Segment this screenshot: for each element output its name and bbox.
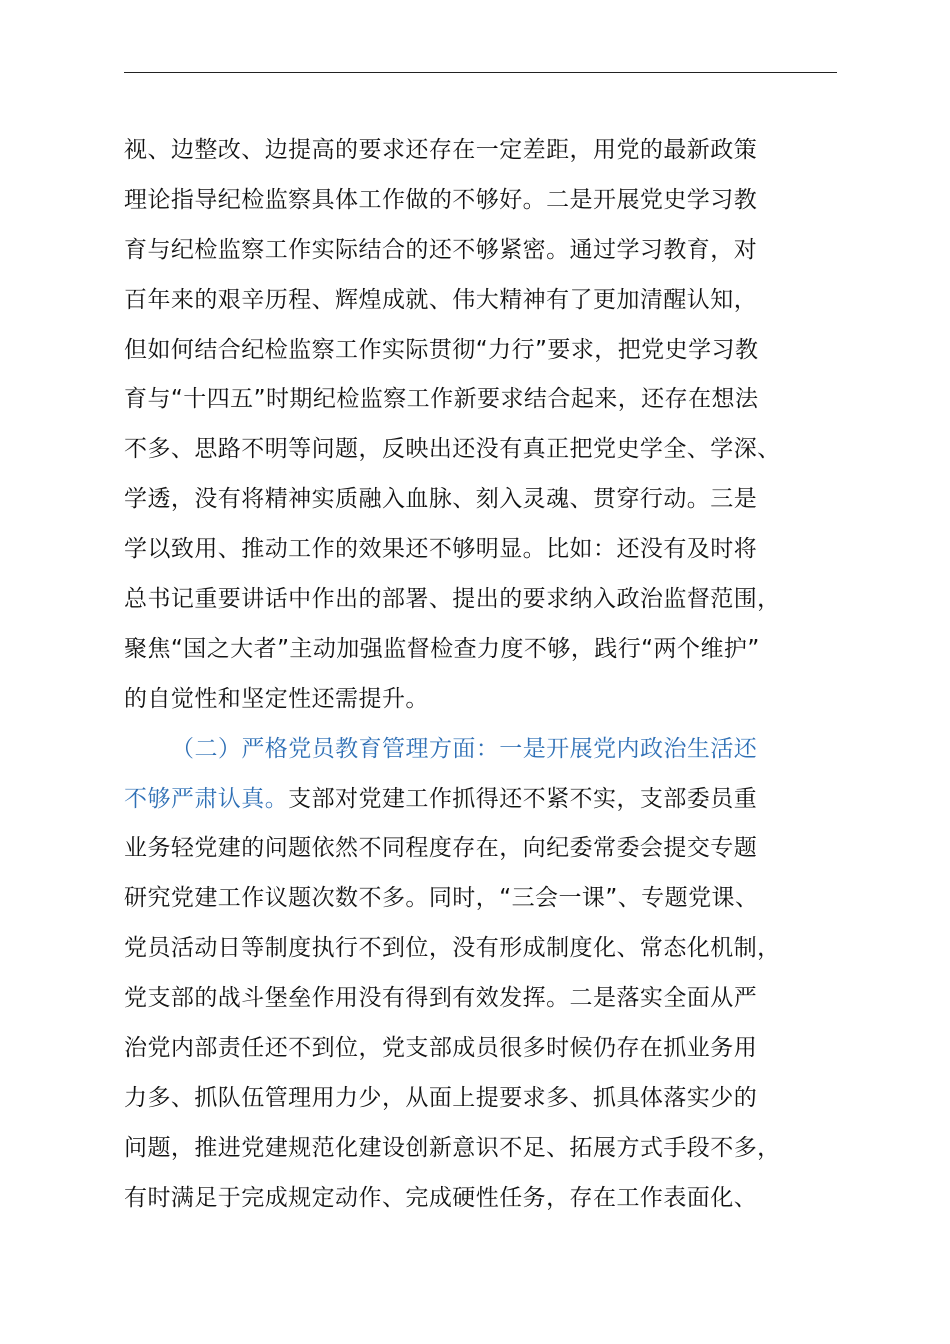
text-line: 学以致用、推动工作的效果还不够明显。比如：还没有及时将 (124, 536, 758, 563)
text-line: 的自觉性和坚定性还需提升。 (124, 685, 429, 712)
section-heading-continued: 不够严肃认真。 (124, 785, 289, 812)
text-line: 不多、思路不明等问题，反映出还没有真正把党史学全、学深、 (124, 436, 781, 463)
paragraph-1 (124, 126, 837, 725)
text-line: 育与“十四五”时期纪检监察工作新要求结合起来，还存在想法 (124, 386, 759, 413)
text-line: 业务轻党建的问题依然不同程度存在，向纪委常委会提交专题 (124, 835, 758, 862)
text-line: 党员活动日等制度执行不到位，没有形成制度化、常态化机制， (124, 935, 781, 962)
text-line: 研究党建工作议题次数不多。同时，“三会一课”、专题党课、 (124, 885, 759, 912)
text-line (124, 775, 837, 825)
text-line: 有时满足于完成规定动作、完成硬性任务，存在工作表面化、 (124, 1184, 758, 1211)
text-line-rest: 支部对党建工作抓得还不紧不实，支部委员重 (288, 785, 758, 812)
text-line: 但如何结合纪检监察工作实际贯彻“力行”要求，把党史学习教 (124, 336, 759, 363)
text-line: 理论指导纪检监察具体工作做的不够好。二是开展党史学习教 (124, 186, 758, 213)
section-heading: （二）严格党员教育管理方面：一是开展党内政治生活还 (171, 735, 758, 762)
text-line: 党支部的战斗堡垒作用没有得到有效发挥。二是落实全面从严 (124, 985, 758, 1012)
text-line: 学透，没有将精神实质融入血脉、刻入灵魂、贯穿行动。三是 (124, 486, 758, 513)
paragraph-2 (124, 725, 837, 1224)
document-body (124, 126, 837, 1224)
text-line: 聚焦“国之大者”主动加强监督检查力度不够，践行“两个维护” (124, 635, 760, 662)
text-line: 总书记重要讲话中作出的部署、提出的要求纳入政治监督范围， (124, 586, 781, 613)
text-line: 治党内部责任还不到位，党支部成员很多时候仍存在抓业务用 (124, 1035, 758, 1062)
header-rule (124, 72, 837, 73)
text-line: 视、边整改、边提高的要求还存在一定差距，用党的最新政策 (124, 137, 758, 163)
text-line: 问题，推进党建规范化建设创新意识不足、拓展方式手段不多， (124, 1134, 781, 1161)
text-line: 百年来的艰辛历程、辉煌成就、伟大精神有了更加清醒认知， (124, 286, 758, 313)
text-line: 力多、抓队伍管理用力少，从面上提要求多、抓具体落实少的 (124, 1084, 758, 1111)
text-line: 育与纪检监察工作实际结合的还不够紧密。通过学习教育，对 (124, 236, 758, 263)
